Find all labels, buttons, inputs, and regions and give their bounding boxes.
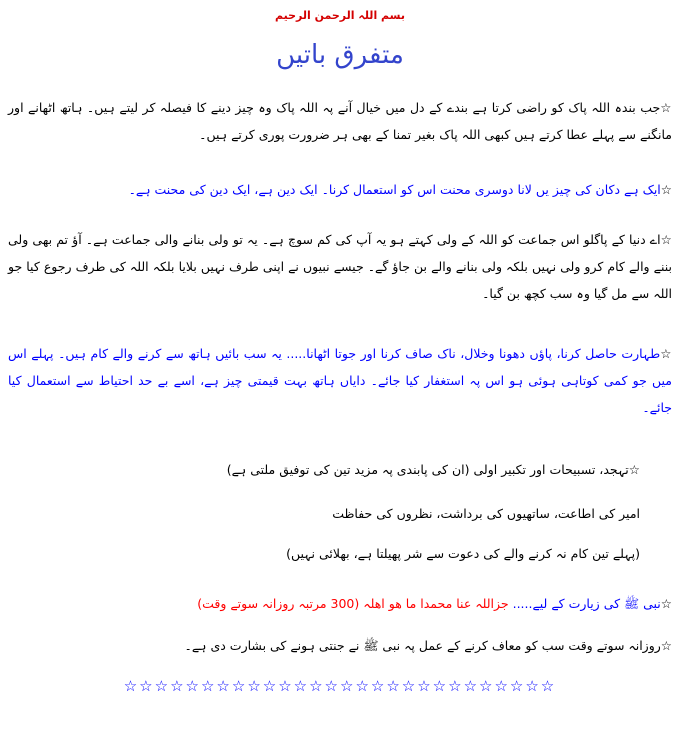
paragraph-6: امیر کی اطاعت، ساتھیوں کی برداشت، نظروں کی حفاظت — [332, 506, 640, 521]
star-bullet-icon: ☆ — [660, 182, 672, 197]
star-bullet-icon: ☆ — [660, 596, 672, 611]
paragraph-1 — [8, 94, 672, 148]
paragraph-8-red-text: جزاللہ عنا محمدا ما ھو اھلہ (300 مرتبہ روزانہ سوتے وقت) — [197, 596, 509, 611]
bismillah-heading: بسم اللہ الرحمن الرحیم — [274, 9, 405, 22]
paragraph-1-text: جب بندہ اللہ پاک کو راضی کرتا ہے بندے کے دل میں خیال آنے پہ اللہ پاک وہ چیز دینے کا فیصلہ کر لیتے ہیں۔ ہاتھ اٹھانے اور مانگنے سے پہلے عطا کرتے ہیں کبھی اللہ پاک بغیر تمنا کے بھی ہر ضرورت پوری کرتے ہیں۔ — [8, 100, 672, 142]
star-bullet-icon: ☆ — [660, 346, 672, 361]
page-title: متفرق باتیں — [276, 40, 404, 70]
star-bullet-icon: ☆ — [660, 638, 672, 653]
paragraph-9 — [8, 632, 672, 659]
paragraph-8 — [8, 590, 672, 617]
paragraph-5-text: تہجد، تسبیحات اور تکبیر اولی (ان کی پابندی پہ مزید تین کی توفیق ملتی ہے) — [226, 462, 629, 477]
star-bullet-icon: ☆ — [628, 462, 640, 477]
star-bullet-icon: ☆ — [660, 232, 672, 247]
paragraph-7: (پہلے تین کام نہ کرنے والے کی دعوت سے شر پھیلتا ہے، بھلائی نہیں) — [286, 546, 640, 561]
paragraph-2 — [8, 176, 672, 203]
paragraph-9-text: روزانہ سوتے وقت سب کو معاف کرنے کے عمل پہ نبی ﷺ نے جنتی ہونے کی بشارت دی ہے۔ — [184, 638, 661, 653]
paragraph-5 — [20, 456, 640, 483]
paragraph-3-text: اے دنیا کے پاگلو اس جماعت کو اللہ کے ولی کہتے ہو یہ آپ کی کم سوچ ہے۔ یہ تو ولی بنانے والی جماعت ہے۔ آؤ تم بھی ولی بننے والے کام کرو ولی نہیں بلکہ ولی بنانے والے بن جاؤ گے۔ جیسے نبیوں نے اپنی طرف نہیں بلایا بلکہ اللہ کی طرف رجوع کیا جو اللہ سے مل گیا وہ سب کچھ بن گیا۔ — [8, 232, 672, 301]
footer-star-divider: ☆☆☆☆☆☆☆☆☆☆☆☆☆☆☆☆☆☆☆☆☆☆☆☆☆☆☆☆ — [123, 677, 557, 695]
paragraph-3 — [8, 226, 672, 307]
paragraph-4 — [8, 340, 672, 421]
paragraph-4b-text: پہلے اس میں جو کمی کوتاہی ہوئی ہو اس پہ استغفار کیا جائے۔ دایاں ہاتھ بہت قیمتی چیز ہے، اسے بے حد احتیاط سے استعمال کیا جائے۔ — [8, 346, 672, 415]
paragraph-2-text: ایک ہے دکان کی چیز یں لانا دوسری محنت اس کو استعمال کرنا۔ ایک دین ہے، ایک دین کی محنت ہے۔ — [128, 182, 661, 197]
paragraph-4a-text: طہارت حاصل کرنا، پاؤں دھونا وخلال، ناک صاف کرنا اور جوتا اٹھانا..... یہ سب بائیں ہاتھ سے کرنے والے کام ہیں۔ — [58, 346, 661, 361]
paragraph-8-blue-text: نبی ﷺ کی زیارت کے لیے..... — [508, 596, 661, 611]
star-bullet-icon: ☆ — [660, 100, 672, 115]
